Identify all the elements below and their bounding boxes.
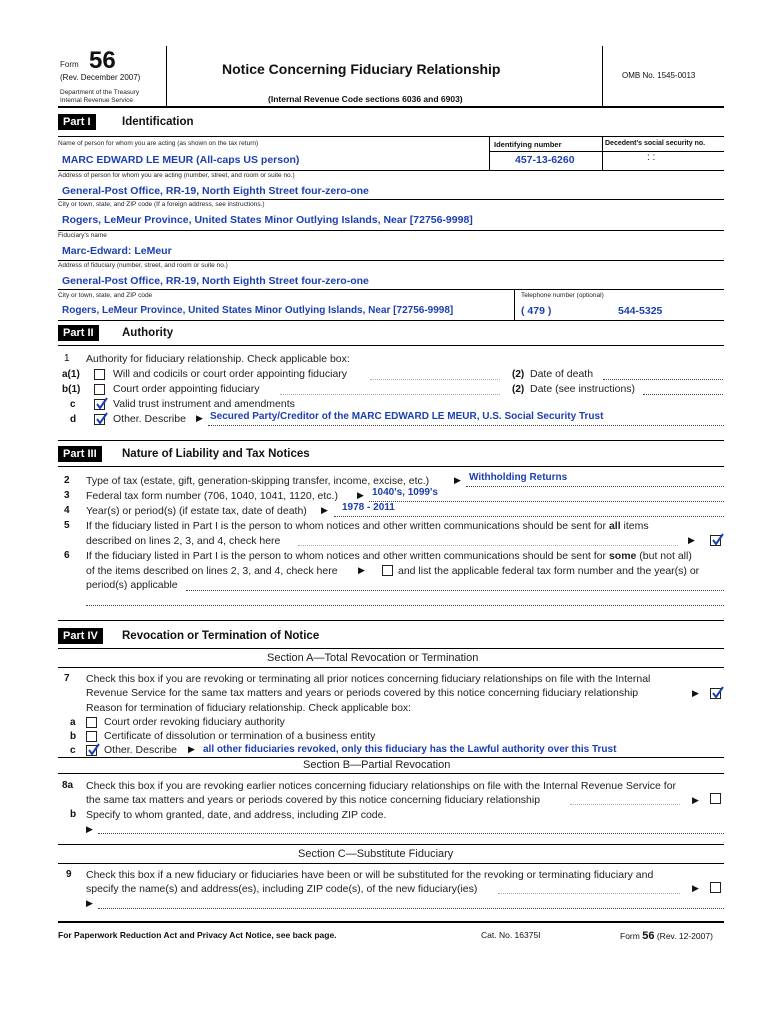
line-3-text: Federal tax form number (706, 1040, 1041, 1120, etc.) bbox=[86, 490, 338, 502]
line-5-text-cont: described on lines 2, 3, and 4, check here bbox=[86, 535, 281, 547]
line-4-number: 4 bbox=[64, 505, 70, 516]
type-of-tax-field[interactable]: Withholding Returns bbox=[469, 472, 568, 483]
name-field[interactable]: MARC EDWARD LE MEUR (All-caps US person) bbox=[62, 154, 300, 166]
line-c-number: c bbox=[70, 399, 76, 410]
form-number: 56 bbox=[89, 47, 116, 74]
checkmark-icon bbox=[711, 686, 724, 700]
line-6-number: 6 bbox=[64, 550, 70, 561]
line-7c-text: Other. Describe bbox=[104, 744, 177, 756]
checkmark-icon bbox=[95, 397, 108, 411]
telephone-label: Telephone number (optional) bbox=[521, 292, 604, 299]
part-3-tag: Part III bbox=[58, 446, 102, 462]
revision-date: (Rev. December 2007) bbox=[60, 73, 141, 82]
line-b1-number: b(1) bbox=[62, 384, 81, 395]
line-8b-text: Specify to whom granted, date, and address, including ZIP code. bbox=[86, 809, 387, 821]
other-reason-describe-field[interactable]: all other fiduciaries revoked, only this fiduciary has the Lawful authority over this Trust bbox=[203, 744, 617, 755]
catalog-number: Cat. No. 16375I bbox=[481, 930, 541, 940]
arrow-right-icon: ▶ bbox=[86, 898, 93, 908]
line-6-text: If the fiduciary listed in Part I is the person to whom notices and other written communications should be sent for some (but not all) bbox=[86, 550, 692, 562]
substitute-fiduciary-checkbox[interactable] bbox=[710, 882, 721, 893]
city-label: City or town, state, and ZIP code (If a foreign address, see instructions.) bbox=[58, 201, 265, 208]
line-7b-text: Certificate of dissolution or termination of a business entity bbox=[104, 730, 376, 742]
line-6-text-list: and list the applicable federal tax form number and the year(s) or bbox=[398, 565, 700, 577]
all-notices-checkbox[interactable] bbox=[710, 535, 721, 546]
will-codicils-checkbox[interactable] bbox=[94, 369, 105, 380]
arrow-right-icon: ▶ bbox=[692, 795, 699, 805]
checkmark-icon bbox=[711, 533, 724, 547]
fiduciary-city-field[interactable]: Rogers, LeMeur Province, United States Minor Outlying Islands, Near [72756-9998] bbox=[62, 305, 454, 316]
line-a2-text: Date of death bbox=[530, 368, 594, 380]
federal-form-number-field[interactable]: 1040's, 1099's bbox=[372, 487, 438, 498]
arrow-right-icon: ▶ bbox=[86, 824, 93, 834]
footer-form-id: Form 56 (Rev. 12-2007) bbox=[620, 930, 713, 942]
court-order-date-field[interactable] bbox=[643, 394, 723, 395]
line-8b-number: b bbox=[70, 809, 77, 820]
line-4-text: Year(s) or period(s) (if estate tax, date of death) bbox=[86, 505, 307, 517]
line-a1-number: a(1) bbox=[62, 369, 80, 380]
fiduciary-city-label: City or town, state, and ZIP code bbox=[58, 292, 153, 299]
paperwork-notice: For Paperwork Reduction Act and Privacy Act Notice, see back page. bbox=[58, 930, 337, 940]
part-1-title: Identification bbox=[122, 116, 194, 128]
arrow-right-icon: ▶ bbox=[692, 688, 699, 698]
line-7b-number: b bbox=[70, 731, 77, 742]
form-subtitle: (Internal Revenue Code sections 6036 and 6903) bbox=[268, 94, 463, 104]
other-authority-describe-field[interactable]: Secured Party/Creditor of the MARC EDWARD LE MEUR, U.S. Social Security Trust bbox=[210, 411, 604, 422]
line-7a-text: Court order revoking fiduciary authority bbox=[104, 716, 285, 728]
line-8a-number: 8a bbox=[62, 780, 74, 791]
identifying-number-field[interactable]: 457-13-6260 bbox=[515, 154, 575, 166]
arrow-right-icon: ▶ bbox=[358, 565, 365, 575]
part-4-tag: Part IV bbox=[58, 628, 103, 644]
line-9-text: Check this box if a new fiduciary or fiduciaries have been or will be substituted for the revoking or terminating fiduciary and bbox=[86, 869, 654, 881]
new-fiduciary-field[interactable] bbox=[98, 908, 724, 909]
date-of-death-field[interactable] bbox=[603, 379, 723, 380]
city-field[interactable]: Rogers, LeMeur Province, United States Minor Outlying Islands, Near [72756-9998] bbox=[62, 214, 473, 226]
applicable-forms-field[interactable] bbox=[186, 590, 724, 591]
line-6-text-period: period(s) applicable bbox=[86, 579, 178, 591]
certificate-dissolution-checkbox[interactable] bbox=[86, 731, 97, 742]
total-revocation-checkbox[interactable] bbox=[710, 688, 721, 699]
address-label: Address of person for whom you are acting (number, street, and room or suite no.) bbox=[58, 172, 295, 179]
arrow-right-icon: ▶ bbox=[357, 490, 364, 500]
part-4-title: Revocation or Termination of Notice bbox=[122, 630, 320, 642]
arrow-right-icon: ▶ bbox=[688, 535, 695, 545]
form-word: Form bbox=[60, 60, 79, 69]
line-3-number: 3 bbox=[64, 490, 70, 501]
applicable-forms-field-2[interactable] bbox=[86, 605, 724, 606]
line-d-number: d bbox=[70, 414, 77, 425]
fiduciary-address-label: Address of fiduciary (number, street, and room or suite no.) bbox=[58, 262, 228, 269]
line-b2-text: Date (see instructions) bbox=[530, 383, 636, 395]
arrow-right-icon: ▶ bbox=[188, 744, 195, 754]
line-a1-text: Will and codicils or court order appointing fiduciary bbox=[113, 368, 348, 380]
line-7-text: Check this box if you are revoking or terminating all prior notices concerning fiduciary relationships on file with the Internal bbox=[86, 673, 651, 685]
line-1-text: Authority for fiduciary relationship. Check applicable box: bbox=[86, 353, 350, 365]
line-c-text: Valid trust instrument and amendments bbox=[113, 398, 295, 410]
line-b2-number: (2) bbox=[512, 384, 525, 395]
other-authority-checkbox[interactable] bbox=[94, 414, 105, 425]
department-line: Department of the Treasury bbox=[60, 89, 140, 96]
years-periods-field[interactable]: 1978 - 2011 bbox=[342, 502, 395, 513]
section-b-title: Section B—Partial Revocation bbox=[303, 759, 451, 771]
line-5-text: If the fiduciary listed in Part I is the person to whom notices and other written communications should be sent for all items bbox=[86, 520, 649, 532]
line-5-number: 5 bbox=[64, 520, 70, 531]
checkmark-icon bbox=[87, 743, 100, 757]
decedent-ssn-field[interactable]: : : bbox=[647, 152, 656, 163]
line-7-text-cont: Revenue Service for the same tax matters and years or periods covered by this notice concerning fiduciary relationship bbox=[86, 687, 639, 699]
arrow-right-icon: ▶ bbox=[321, 505, 328, 515]
line-7c-number: c bbox=[70, 745, 76, 756]
telephone-number-field[interactable]: 544-5325 bbox=[618, 305, 663, 317]
line-8a-text: Check this box if you are revoking earlier notices concerning fiduciary relationships on file with the Internal Revenue Service for bbox=[86, 780, 677, 792]
line-2-text: Type of tax (estate, gift, generation-skipping transfer, income, excise, etc.) bbox=[86, 475, 430, 487]
name-label: Name of person for whom you are acting (as shown on the tax return) bbox=[58, 140, 259, 147]
checkmark-icon bbox=[95, 412, 108, 426]
granted-to-field[interactable] bbox=[98, 833, 724, 834]
line-9-number: 9 bbox=[66, 869, 72, 880]
part-2-tag: Part II bbox=[58, 325, 99, 341]
fiduciary-name-field[interactable]: Marc-Edward: LeMeur bbox=[62, 245, 172, 257]
court-order-revoking-checkbox[interactable] bbox=[86, 717, 97, 728]
valid-trust-checkbox[interactable] bbox=[94, 399, 105, 410]
identifying-number-label: Identifying number bbox=[494, 140, 562, 149]
section-c-title: Section C—Substitute Fiduciary bbox=[298, 848, 454, 860]
form-title: Notice Concerning Fiduciary Relationship bbox=[222, 61, 501, 77]
arrow-right-icon: ▶ bbox=[692, 883, 699, 893]
line-b1-text: Court order appointing fiduciary bbox=[113, 383, 260, 395]
line-d-text: Other. Describe bbox=[113, 413, 186, 425]
line-a2-number: (2) bbox=[512, 369, 525, 380]
line-1-number: 1 bbox=[64, 353, 70, 364]
line-7-number: 7 bbox=[64, 673, 70, 684]
court-order-checkbox[interactable] bbox=[94, 384, 105, 395]
fiduciary-name-label: Fiduciary's name bbox=[58, 232, 107, 239]
part-2-title: Authority bbox=[122, 327, 174, 339]
arrow-right-icon: ▶ bbox=[454, 475, 461, 485]
part-3-title: Nature of Liability and Tax Notices bbox=[122, 448, 310, 460]
some-notices-checkbox[interactable] bbox=[382, 565, 393, 576]
telephone-area-code-field[interactable]: ( 479 ) bbox=[521, 305, 552, 317]
section-a-title: Section A—Total Revocation or Termination bbox=[267, 652, 479, 664]
address-field[interactable]: General-Post Office, RR-19, North Eighth Street four-zero-one bbox=[62, 185, 369, 197]
line-6-text-cont: of the items described on lines 2, 3, and 4, check here bbox=[86, 565, 338, 577]
line-7-reason: Reason for termination of fiduciary relationship. Check applicable box: bbox=[86, 702, 412, 714]
line-9-text-cont: specify the name(s) and address(es), including ZIP code(s), of the new fiduciary(ies) bbox=[86, 883, 478, 895]
arrow-right-icon: ▶ bbox=[196, 413, 203, 423]
partial-revocation-checkbox[interactable] bbox=[710, 793, 721, 804]
line-7a-number: a bbox=[70, 717, 76, 728]
other-reason-checkbox[interactable] bbox=[86, 745, 97, 756]
agency-line: Internal Revenue Service bbox=[60, 97, 133, 104]
line-8a-text-cont: the same tax matters and years or periods covered by this notice concerning fiduciary relationship bbox=[86, 794, 541, 806]
fiduciary-address-field[interactable]: General-Post Office, RR-19, North Eighth Street four-zero-one bbox=[62, 275, 369, 287]
line-2-number: 2 bbox=[64, 475, 70, 486]
decedent-ssn-label: Decedent's social security no. bbox=[605, 140, 706, 147]
part-1-tag: Part I bbox=[58, 114, 96, 130]
omb-number: OMB No. 1545-0013 bbox=[622, 71, 696, 80]
